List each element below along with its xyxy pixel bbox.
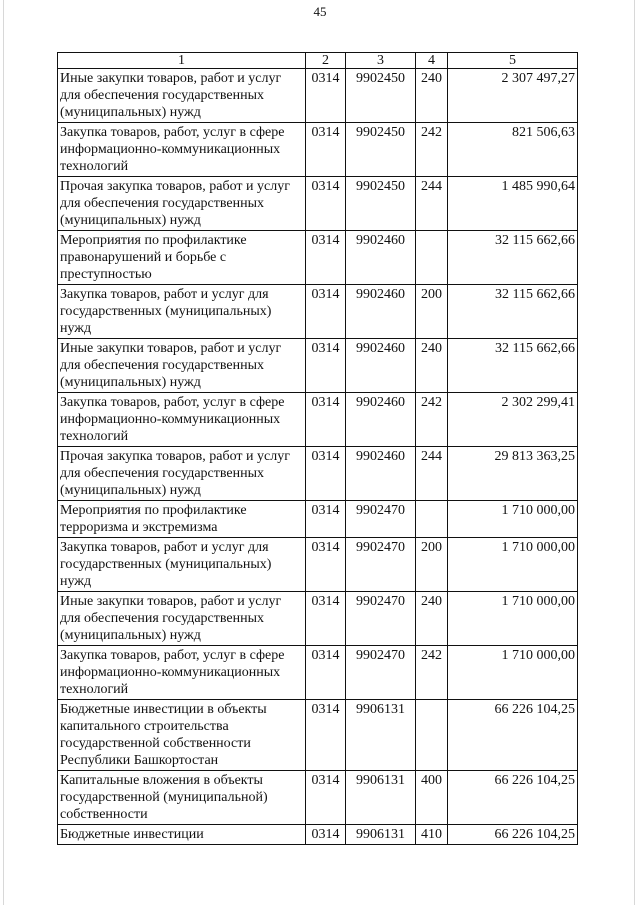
row-section-cell: 0314 — [306, 447, 346, 501]
row-article-cell: 9902450 — [346, 69, 416, 123]
row-article-cell: 9906131 — [346, 771, 416, 825]
column-header-article: 3 — [346, 53, 416, 69]
row-sum-cell: 66 226 104,25 — [448, 700, 578, 771]
row-expense-type-cell: 244 — [416, 447, 448, 501]
row-article-cell: 9902470 — [346, 592, 416, 646]
row-article-cell: 9902470 — [346, 501, 416, 538]
row-expense-type-cell: 242 — [416, 123, 448, 177]
row-sum-cell: 1 710 000,00 — [448, 646, 578, 700]
row-name-cell: Бюджетные инвестиции — [58, 825, 306, 845]
row-name-cell: Иные закупки товаров, работ и услуг для обеспечения государственных (муниципальных) нужд — [58, 592, 306, 646]
row-name-cell: Закупка товаров, работ и услуг для государственных (муниципальных) нужд — [58, 285, 306, 339]
page-right-edge — [634, 0, 635, 905]
row-name-cell: Закупка товаров, работ, услуг в сфере информационно-коммуникационных технологий — [58, 646, 306, 700]
row-sum-cell: 2 307 497,27 — [448, 69, 578, 123]
row-sum-cell: 29 813 363,25 — [448, 447, 578, 501]
table-row — [58, 592, 578, 646]
row-expense-type-cell: 242 — [416, 393, 448, 447]
row-article-cell: 9902460 — [346, 339, 416, 393]
row-expense-type-cell: 244 — [416, 177, 448, 231]
row-name-cell: Капитальные вложения в объекты государственной (муниципальной) собственности — [58, 771, 306, 825]
row-section-cell: 0314 — [306, 177, 346, 231]
row-section-cell: 0314 — [306, 538, 346, 592]
row-name-cell: Мероприятия по профилактике терроризма и экстремизма — [58, 501, 306, 538]
row-article-cell: 9902460 — [346, 285, 416, 339]
table-header-row — [58, 53, 578, 69]
row-section-cell: 0314 — [306, 592, 346, 646]
row-expense-type-cell — [416, 231, 448, 285]
row-name-cell: Иные закупки товаров, работ и услуг для обеспечения государственных (муниципальных) нужд — [58, 69, 306, 123]
table-row — [58, 771, 578, 825]
row-name-cell: Бюджетные инвестиции в объекты капитального строительства государственной собственности Республики Башкортостан — [58, 700, 306, 771]
row-sum-cell: 66 226 104,25 — [448, 825, 578, 845]
row-expense-type-cell: 200 — [416, 285, 448, 339]
table-row — [58, 700, 578, 771]
row-name-cell: Прочая закупка товаров, работ и услуг для обеспечения государственных (муниципальных) нужд — [58, 177, 306, 231]
column-header-expense-type: 4 — [416, 53, 448, 69]
table-row — [58, 538, 578, 592]
table-row — [58, 123, 578, 177]
row-sum-cell: 32 115 662,66 — [448, 339, 578, 393]
table-row — [58, 231, 578, 285]
row-name-cell: Закупка товаров, работ, услуг в сфере информационно-коммуникационных технологий — [58, 393, 306, 447]
row-sum-cell: 32 115 662,66 — [448, 285, 578, 339]
row-sum-cell: 32 115 662,66 — [448, 231, 578, 285]
row-article-cell: 9902460 — [346, 231, 416, 285]
table-row — [58, 646, 578, 700]
column-header-name: 1 — [58, 53, 306, 69]
row-sum-cell: 1 710 000,00 — [448, 592, 578, 646]
row-name-cell: Закупка товаров, работ и услуг для государственных (муниципальных) нужд — [58, 538, 306, 592]
row-section-cell: 0314 — [306, 69, 346, 123]
table-row — [58, 825, 578, 845]
page-number: 45 — [313, 4, 327, 19]
row-name-cell: Закупка товаров, работ, услуг в сфере информационно-коммуникационных технологий — [58, 123, 306, 177]
row-expense-type-cell — [416, 501, 448, 538]
row-article-cell: 9902450 — [346, 123, 416, 177]
row-expense-type-cell: 410 — [416, 825, 448, 845]
row-expense-type-cell: 240 — [416, 339, 448, 393]
column-header-sum: 5 — [448, 53, 578, 69]
table-row — [58, 177, 578, 231]
row-section-cell: 0314 — [306, 825, 346, 845]
table-row — [58, 339, 578, 393]
table-row — [58, 501, 578, 538]
row-article-cell: 9906131 — [346, 825, 416, 845]
row-expense-type-cell — [416, 700, 448, 771]
row-article-cell: 9902460 — [346, 393, 416, 447]
row-section-cell: 0314 — [306, 339, 346, 393]
row-sum-cell: 1 485 990,64 — [448, 177, 578, 231]
row-section-cell: 0314 — [306, 393, 346, 447]
row-article-cell: 9902450 — [346, 177, 416, 231]
row-article-cell: 9902460 — [346, 447, 416, 501]
row-section-cell: 0314 — [306, 771, 346, 825]
column-header-section: 2 — [306, 53, 346, 69]
table-row — [58, 447, 578, 501]
row-expense-type-cell: 240 — [416, 592, 448, 646]
row-sum-cell: 1 710 000,00 — [448, 501, 578, 538]
table-row — [58, 69, 578, 123]
row-name-cell: Иные закупки товаров, работ и услуг для обеспечения государственных (муниципальных) нужд — [58, 339, 306, 393]
row-sum-cell: 821 506,63 — [448, 123, 578, 177]
row-expense-type-cell: 200 — [416, 538, 448, 592]
budget-table — [57, 52, 578, 845]
row-section-cell: 0314 — [306, 501, 346, 538]
row-sum-cell: 1 710 000,00 — [448, 538, 578, 592]
table-row — [58, 393, 578, 447]
page-left-edge — [3, 0, 4, 905]
row-sum-cell: 66 226 104,25 — [448, 771, 578, 825]
row-name-cell: Прочая закупка товаров, работ и услуг для обеспечения государственных (муниципальных) нужд — [58, 447, 306, 501]
row-section-cell: 0314 — [306, 231, 346, 285]
row-article-cell: 9902470 — [346, 646, 416, 700]
row-section-cell: 0314 — [306, 123, 346, 177]
row-section-cell: 0314 — [306, 700, 346, 771]
row-expense-type-cell: 240 — [416, 69, 448, 123]
row-article-cell: 9902470 — [346, 538, 416, 592]
row-section-cell: 0314 — [306, 285, 346, 339]
row-expense-type-cell: 242 — [416, 646, 448, 700]
row-expense-type-cell: 400 — [416, 771, 448, 825]
row-article-cell: 9906131 — [346, 700, 416, 771]
table-row — [58, 285, 578, 339]
row-name-cell: Мероприятия по профилактике правонарушений и борьбе с преступностью — [58, 231, 306, 285]
row-sum-cell: 2 302 299,41 — [448, 393, 578, 447]
row-section-cell: 0314 — [306, 646, 346, 700]
